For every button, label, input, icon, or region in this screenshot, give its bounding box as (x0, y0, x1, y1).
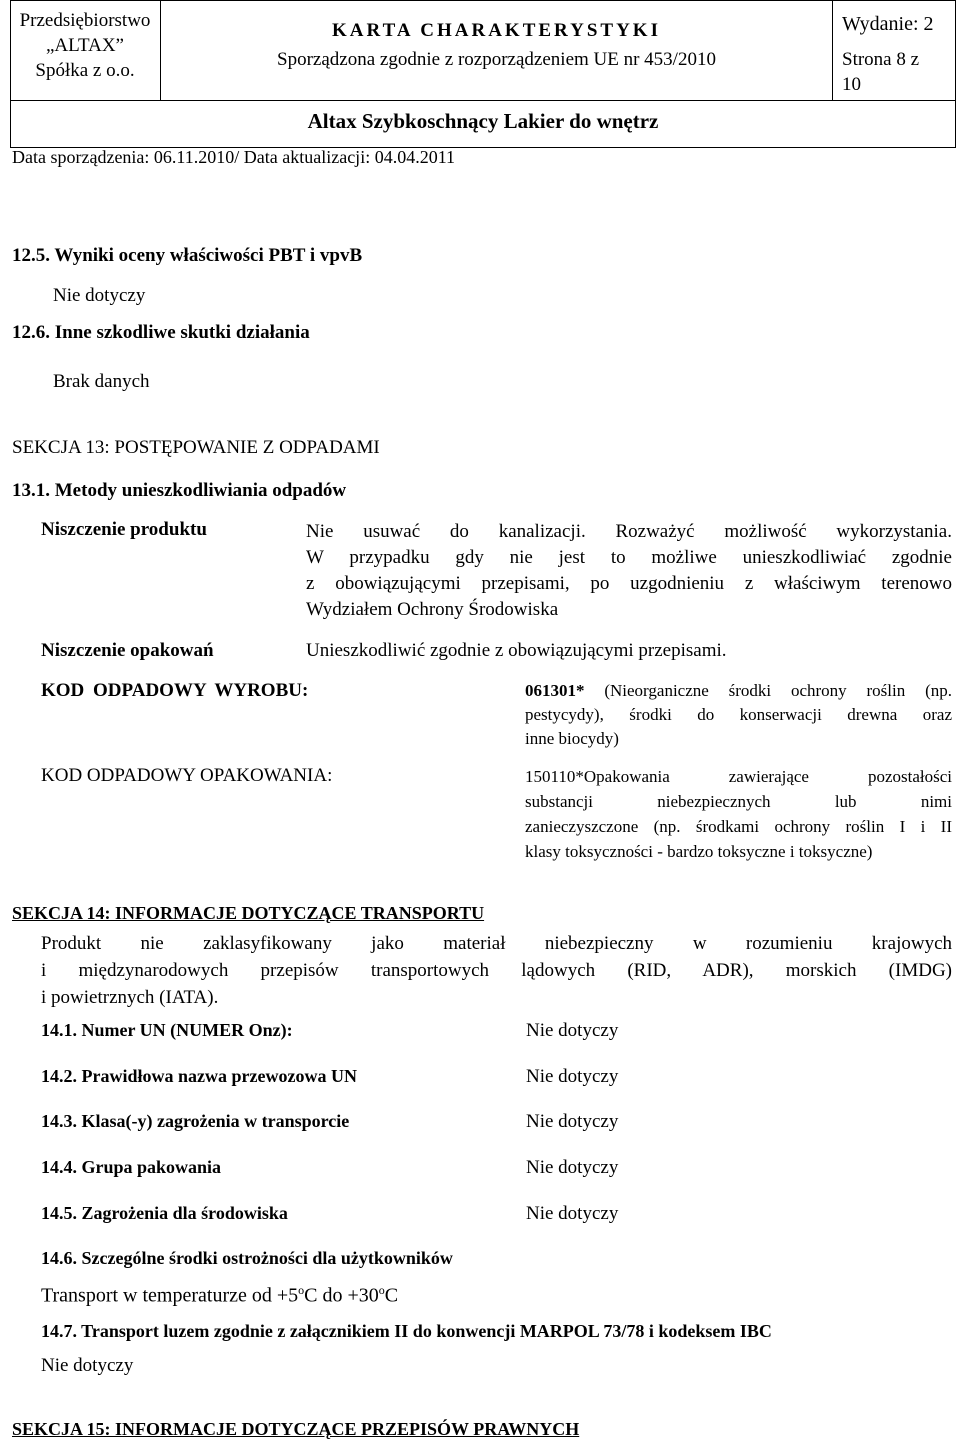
heading-12-5: 12.5. Wyniki oceny właściwości PBT i vpvB (12, 245, 363, 266)
heading-12-6: 12.6. Inne szkodliwe skutki działania (12, 322, 310, 343)
section-13-title: SEKCJA 13: POSTĘPOWANIE Z ODPADAMI (12, 437, 380, 458)
transport-temperature (41, 1283, 398, 1308)
transport-row-label: 14.1. Numer UN (NUMER Onz): (41, 1020, 293, 1040)
waste-code-packaging-line: zanieczyszczone (np. środkami ochrony roślin I i II (525, 817, 952, 836)
company-line-3: Spółka z o.o. (35, 60, 135, 81)
document-title-block (161, 18, 832, 72)
value-12-6: Brak danych (53, 371, 150, 392)
waste-code-product-line: pestycydy), środki do konserwacji drewna oraz (525, 705, 952, 724)
transport-row-value: Nie dotyczy (526, 1020, 619, 1041)
transport-row-value: Nie dotyczy (526, 1111, 619, 1132)
transport-intro-line: i powietrznych (IATA). (41, 987, 219, 1008)
packaging-disposal-label: Niszczenie opakowań (41, 640, 214, 661)
waste-code-packaging-line: substancji niebezpiecznych lub nimi (525, 792, 952, 811)
transport-row-label: 14.2. Prawidłowa nazwa przewozowa UN (41, 1066, 357, 1086)
heading-13-1: 13.1. Metody unieszkodliwiania odpadów (12, 480, 347, 501)
transport-temp-part: C (384, 1284, 399, 1307)
waste-code-product-line: (Nieorganiczne środki ochrony roślin (np. (584, 681, 952, 700)
section-14-title: SEKCJA 14: INFORMACJE DOTYCZĄCE TRANSPORTU (12, 903, 485, 923)
transport-row-value: Nie dotyczy (526, 1066, 619, 1087)
product-disposal-line: W przypadku gdy nie jest to możliwe unieszkodliwiać zgodnie (306, 547, 952, 568)
heading-14-6: 14.6. Szczególne środki ostrożności dla użytkowników (41, 1248, 453, 1268)
waste-code-packaging-value (525, 764, 952, 864)
page-total: 10 (842, 74, 861, 95)
transport-intro-line: Produkt nie zaklasyfikowany jako materiał niebezpieczny w rozumieniu krajowych (41, 933, 952, 954)
transport-row-label: 14.3. Klasa(-y) zagrożenia w transporcie (41, 1111, 350, 1131)
transport-row-label: 14.4. Grupa pakowania (41, 1157, 222, 1177)
product-disposal-line: Wydziałem Ochrony Środowiska (306, 599, 559, 620)
transport-temp-part: Transport w temperaturze od +5 (41, 1284, 299, 1307)
transport-intro (41, 930, 952, 1011)
document-dates: Data sporządzenia: 06.11.2010/ Data aktualizacji: 04.04.2011 (12, 147, 456, 167)
transport-row-value: Nie dotyczy (526, 1203, 619, 1224)
transport-temp-part: C do +30 (304, 1284, 379, 1307)
company-line-2: „ALTAX” (46, 35, 124, 56)
company-line-1: Przedsiębiorstwo (19, 10, 151, 31)
waste-code-product-value (525, 679, 952, 751)
waste-code-packaging-line: klasy toksyczności - bardzo toksyczne i toksyczne) (525, 842, 873, 861)
product-disposal-line: z obowiązującymi przepisami, po uzgodnieniu z właściwym terenowo (306, 573, 952, 594)
company-name (10, 8, 160, 83)
product-disposal-label: Niszczenie produktu (41, 519, 207, 540)
packaging-disposal-text: Unieszkodliwić zgodnie z obowiązującymi przepisami. (306, 640, 727, 661)
edition-label: Wydanie: 2 (842, 13, 934, 35)
heading-14-7: 14.7. Transport luzem zgodnie z załącznikiem II do konwencji MARPOL 73/78 i kodeksem IBC (41, 1321, 772, 1341)
section-15-title: SEKCJA 15: INFORMACJE DOTYCZĄCE PRZEPISÓW PRAWNYCH (12, 1419, 580, 1439)
value-12-5: Nie dotyczy (53, 285, 146, 306)
product-disposal-line: Nie usuwać do kanalizacji. Rozważyć możliwość wykorzystania. (306, 521, 952, 542)
regulation-note: Sporządzona zgodnie z rozporządzeniem UE nr 453/2010 (277, 49, 716, 70)
transport-row-value: Nie dotyczy (526, 1157, 619, 1178)
header-col-divider-2 (832, 0, 833, 100)
degree-mark: o (378, 1283, 385, 1297)
edition-block (842, 12, 956, 97)
waste-code-packaging-label: KOD ODPADOWY OPAKOWANIA: (41, 765, 333, 786)
transport-row-label: 14.5. Zagrożenia dla środowiska (41, 1203, 288, 1223)
header-border-top (10, 0, 956, 1)
product-name: Altax Szybkoschnący Lakier do wnętrz (307, 109, 659, 133)
transport-intro-line: i międzynarodowych przepisów transportowych lądowych (RID, ADR), morskich (IMDG) (41, 960, 952, 981)
waste-code-product-number: 061301* (525, 681, 585, 700)
page-label: Strona 8 z (842, 49, 920, 70)
waste-code-product-line: inne biocydy) (525, 729, 619, 748)
waste-code-product-label: KOD ODPADOWY WYROBU: (41, 680, 309, 701)
degree-mark: o (298, 1283, 305, 1297)
document-header (10, 0, 956, 148)
header-row-divider (10, 100, 956, 101)
value-14-7: Nie dotyczy (41, 1355, 134, 1376)
document-title: KARTA CHARAKTERYSTYKI (332, 20, 661, 41)
product-disposal-text (306, 519, 952, 623)
waste-code-packaging-line: 150110*Opakowania zawierające pozostałości (525, 767, 952, 786)
